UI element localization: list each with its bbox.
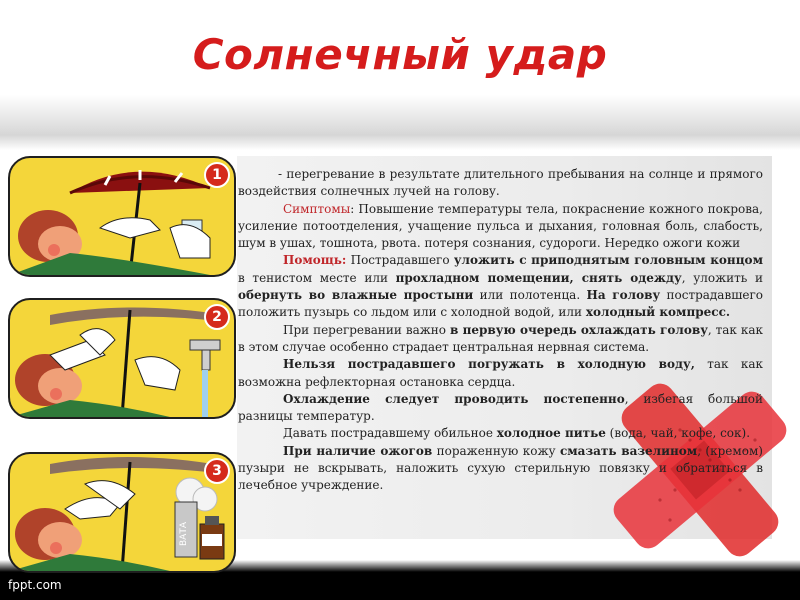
symptoms-paragraph: Симптомы: Повышение температуры тела, покраснение кожного покрова, усиление потоотделения, учащение пульса и дыхания, головная боль, слабость, шум в ушах, тошнота, рвота. потеря сознания, судороги. Нередко ожоги кожи [238,201,763,251]
shade-umbrella-illustration [10,158,234,275]
cool-head-paragraph: При перегревании важно в первую очередь охлаждать голову, так как в этом случае особенно страдает центральная нервная система. [238,322,764,354]
body-text [238,166,763,495]
panel-number-badge: 3 [204,458,230,484]
no-cold-water-paragraph: Нельзя пострадавшего погружать в холодную воду, так как возможна рефлекторная остановка сердца. [238,357,763,389]
bottle-label: ВАТА [179,522,189,546]
help-paragraph: Помощь: Пострадавшего уложить с приподнятым головным концом в тенистом месте или прохладном помещении, снять одежду, уложить и обернуть во влажные простыни или полотенца. На голову пострадавшего положить пузырь со льдом или с холодной водой, или холодный компресс. [238,253,763,320]
illustration-panel-3 [8,452,236,573]
slide-title: Солнечный удар [192,30,608,79]
burns-paragraph: При наличие ожогов пораженную кожу смазать вазелином, (кремом) пузыри не вскрывать, наложить сухую стерильную повязку и обратиться в лечебное учреждение. [238,443,763,493]
illustration-panel-1 [8,156,236,277]
drink-paragraph: Давать пострадавшему обильное холодное питье (вода, чай, кофе, сок). [283,426,751,441]
cold-compress-illustration [10,300,234,417]
illustration-panel-2 [8,298,236,419]
panel-number-badge: 1 [204,162,230,188]
intro-paragraph: - перегревание в результате длительного пребывания на солнце и прямого воздействия солнечных лучей на голову. [238,167,763,199]
gradual-cooling-paragraph: Охлаждение следует проводить постепенно, избегая большой разницы температур. [238,391,764,424]
panel-number-badge: 2 [204,304,230,330]
burn-treatment-illustration [10,454,234,571]
footer-logo: fppt.com [8,578,62,592]
